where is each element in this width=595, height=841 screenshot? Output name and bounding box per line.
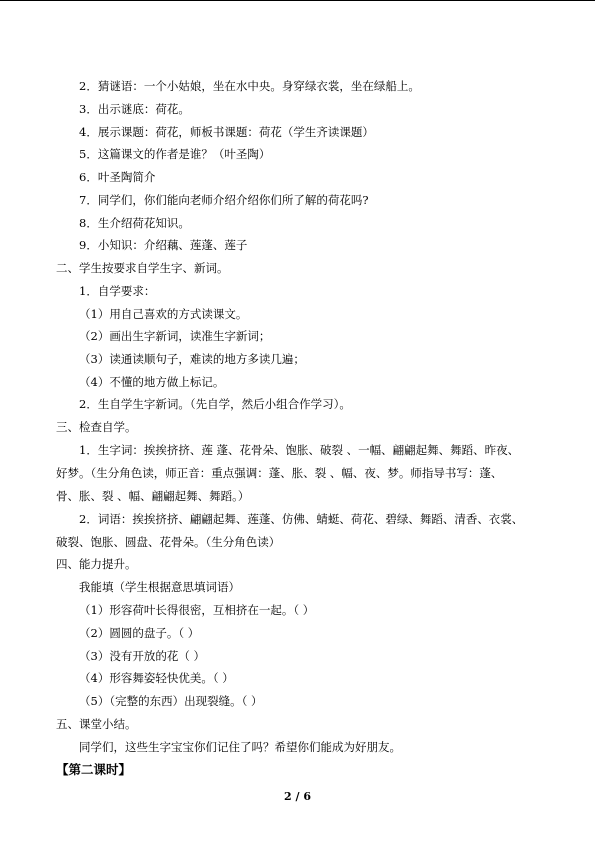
text-line: 9．小知识：介绍藕、莲蓬、莲子 [79,238,248,252]
text-line: 1．自学要求： [79,284,156,298]
text-line: 3．出示谜底：荷花。 [79,102,190,116]
lesson-heading: 【第二课时】 [56,762,132,777]
text-line: 破裂、饱胀、圆盘、花骨朵。（生分角色读） [56,535,281,549]
text-line: （3）读通读顺句子，难读的地方多读几遍； [79,352,305,366]
text-line: 4．展示课题：荷花，师板书课题：荷花（学生齐读课题） [79,125,374,139]
page-number: 2 / 6 [284,790,311,803]
section-heading: 五、课堂小结。 [56,717,137,731]
text-line: 6．叶圣陶简介 [79,170,156,184]
text-line: 2．生自学生字新词。（先自学，然后小组合作学习）。 [79,397,351,411]
text-line: （5）（完整的东西）出现裂缝。（ ） [79,694,263,708]
text-line: （4）不懂的地方做上标记。 [79,375,225,389]
header-rule [0,0,595,1]
text-line: （3）没有开放的花（ ） [79,649,205,663]
text-line: 同学们，这些生字宝宝你们记住了吗？希望你们能成为好朋友。 [79,740,401,754]
text-line: （2）画出生字新词，读准生字新词； [79,329,271,343]
text-line: （2）圆圆的盘子。（ ） [79,626,200,640]
text-line: 我能填（学生根据意思填词语） [79,580,240,594]
text-line: （1）用自己喜欢的方式读课文。 [79,307,248,321]
text-line: （1）形容荷叶长得很密，互相挤在一起。（ ） [79,603,315,617]
section-heading: 二、学生按要求自学生字、新词。 [56,261,229,275]
text-line: 骨、胀、裂 、幅、翩翩起舞、舞蹈。） [56,489,250,503]
text-line: 1．生字词：挨挨挤挤、莲 蓬、花骨朵、饱胀、破裂 、一幅、翩翩起舞、舞蹈、昨夜、 [79,443,520,457]
text-line: 7．同学们，你们能向老师介绍介绍你们所了解的荷花吗? [79,193,369,207]
text-line: 5．这篇课文的作者是谁？（叶圣陶） [79,147,271,161]
text-line: 2．猜谜语：一个小姑娘，坐在水中央。身穿绿衣裳，坐在绿船上。 [79,79,420,93]
text-line: 8．生介绍荷花知识。 [79,216,190,230]
text-line: （4）形容舞姿轻快优美。（ ） [79,671,234,685]
text-line: 好梦。（生分角色读，师正音：重点强调：蓬、胀、裂 、幅、夜、梦。师指导书写：蓬、 [56,466,503,480]
section-heading: 三、检查自学。 [56,420,137,434]
section-heading: 四、能力提升。 [56,557,137,571]
text-line: 2．词语：挨挨挤挤、翩翩起舞、莲蓬、仿佛、蜻蜓、荷花、碧绿、舞蹈、清香、衣裳、 [79,512,524,526]
